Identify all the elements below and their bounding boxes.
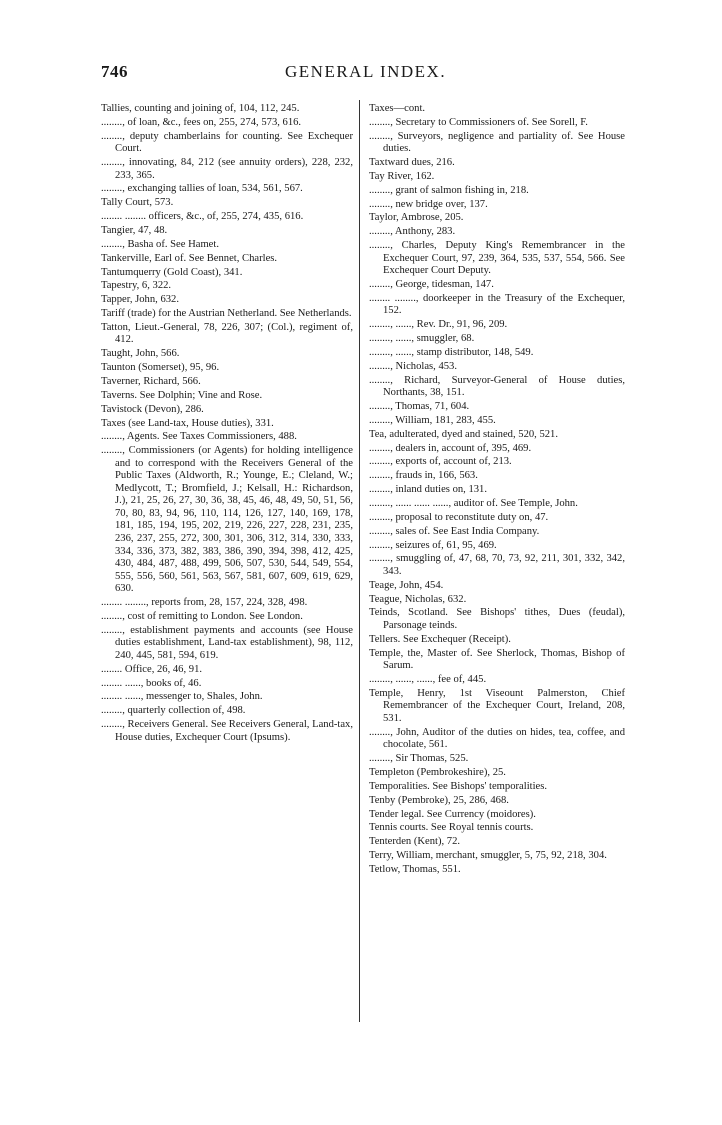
index-entry: Tavistock (Devon), 286. [101,403,204,415]
index-entry: ........, Basha of. See Hamet. [101,238,219,250]
index-entry: ........, sales of. See East India Company. [369,525,540,537]
index-entry: ........, establishment payments and accounts (see House duties establishment, Land-tax establishment), 98, 112, 240, 445, 581, 594, 619. [101,624,353,661]
index-entry: ........, George, tidesman, 147. [369,279,494,291]
index-entry: ........, ......, Rev. Dr., 91, 96, 209. [369,319,508,331]
index-entry: ........ ........, reports from, 28, 157, 224, 328, 498. [101,597,308,609]
index-entry: Taylor, Ambrose, 205. [369,212,464,224]
index-entry: Taxes—cont. [369,103,426,114]
index-entry: ........, quarterly collection of, 498. [101,705,246,717]
index-entry: ........, Sir Thomas, 525. [369,753,469,765]
index-entry: ........, ......, ......, fee of, 445. [369,674,487,686]
index-entry: ........, Secretary to Commissioners of. See Sorell, F. [369,116,588,128]
index-entry: ........, Commissioners (or Agents) for holding intelligence and to correspond with the Receivers General of the Public Taxes (Aldworth, R.; Younge, E.; Cleland, W.; Medlycott, T.; Bromfield, J.; Kelsall, H.: Richardson, J.), 21, 25, 26, 27, 30, 36, 38, 45, 46, 48, 49, 50, 51, 56, 70, 80, 83, 94, 96, 110, 114, 126, 127, 140, 169, 178, 181, 185, 194, 195, 202, 219, 226, 227, 228, 231, 235, 236, 237, 255, 272, 300, 301, 306, 312, 314, 330, 333, 334, 336, 373, 382, 383, 386, 390, 394, 398, 412, 425, 430, 484, 487, 488, 499, 506, 507, 530, 544, 549, 554, 555, 556, 560, 561, 563, 567, 581, 607, 609, 619, 629, 630. [101,445,353,595]
index-entry: ........, smuggling of, 47, 68, 70, 73, 92, 211, 301, 332, 342, 343. [369,553,625,577]
index-entry: Tennis courts. See Royal tennis courts. [369,822,534,834]
index-entry: ........, new bridge over, 137. [369,198,488,210]
index-entry: ........, proposal to reconstitute duty on, 47. [369,511,549,523]
index-entry: Taxtward dues, 216. [369,157,455,169]
index-entry: Tetlow, Thomas, 551. [369,863,461,875]
index-entry: ........, ...... ...... ......, auditor of. See Temple, John. [369,497,578,509]
index-entry: ........ ........ officers, &c., of, 255, 274, 435, 616. [101,211,304,223]
index-entry: ........, exports of, account of, 213. [369,456,512,468]
index-entry: ........, Nicholas, 453. [369,360,457,372]
index-entry: ........, ......, stamp distributor, 148, 549. [369,347,534,358]
index-entry: ........ ......, messenger to, Shales, John. [101,691,263,703]
page-number: 746 [101,62,128,81]
index-entry: Tallies, counting and joining of, 104, 112, 245. [101,103,300,114]
index-entry: Teage, John, 454. [369,579,444,591]
index-entry: ........, of loan, &c., fees on, 255, 274, 573, 616. [101,116,302,128]
index-entry: ........, ......, smuggler, 68. [369,333,475,345]
index-entry: ........, exchanging tallies of loan, 534, 561, 567. [101,183,303,195]
index-entry: Tea, adulterated, dyed and stained, 520, 521. [369,428,559,440]
index-column-left [101,103,353,745]
index-entry: Tay River, 162. [369,170,435,182]
index-entry: Terry, William, merchant, smuggler, 5, 75, 92, 218, 304. [369,850,607,862]
index-entry: ........, seizures of, 61, 95, 469. [369,539,497,551]
index-entry: Tenterden (Kent), 72. [369,836,461,848]
index-entry: ........, Surveyors, negligence and partiality of. See House duties. [369,130,625,155]
index-entry: Tapper, John, 632. [101,294,179,306]
index-entry: ........, William, 181, 283, 455. [369,414,496,426]
index-entry: ........ ........, doorkeeper in the Treasury of the Exchequer, 152. [369,292,625,317]
index-entry: Tapestry, 6, 322. [101,280,172,292]
index-entry: ........, inland duties on, 131. [369,484,487,496]
index-entry: Tellers. See Exchequer (Receipt). [369,633,511,645]
index-entry: ........, grant of salmon fishing in, 218. [369,184,529,196]
index-entry: Taxes (see Land-tax, House duties), 331. [101,417,274,429]
index-entry: Templeton (Pembrokeshire), 25. [369,767,506,779]
index-entry: ........, Anthony, 283. [369,226,456,238]
index-entry: ........ ......, books of, 46. [101,677,202,689]
index-entry: ........, Charles, Deputy King's Remembrancer in the Exchequer Court, 97, 239, 364, 535, 537, 554, 566. See Exchequer Court Deputy. [369,240,625,277]
index-entry: Tankerville, Earl of. See Bennet, Charles. [101,252,278,264]
index-entry: ........, Thomas, 71, 604. [369,401,470,413]
index-entry: ........, frauds in, 166, 563. [369,470,478,482]
running-head-title: GENERAL INDEX. [285,62,447,81]
index-entry: Temple, Henry, 1st Viseount Palmerston, Chief Remembrancer of the Exchequer Court, Ireland, 208, 531. [369,687,625,724]
index-entry: Teague, Nicholas, 632. [369,593,467,605]
index-entry: ........, deputy chamberlains for counting. See Exchequer Court. [101,130,353,155]
index-entry: Tally Court, 573. [101,197,174,209]
index-entry: Taverns. See Dolphin; Vine and Rose. [101,389,263,401]
index-entry: ........, cost of remitting to London. See London. [101,610,303,622]
index-entry: Teinds, Scotland. See Bishops' tithes, Dues (feudal), Parsonage teinds. [369,607,625,631]
index-column-right [369,103,625,878]
index-entry: Taverner, Richard, 566. [101,375,201,387]
index-entry: Tariff (trade) for the Austrian Netherland. See Netherlands. [101,308,352,320]
column-divider [359,100,360,1022]
index-entry: ........ Office, 26, 46, 91. [101,663,203,675]
index-entry: ........, innovating, 84, 212 (see annuity orders), 228, 232, 233, 365. [101,157,353,181]
index-entry: ........, Receivers General. See Receivers General, Land-tax, House duties, Exchequer Court (Ipsums). [101,719,353,743]
index-entry: ........, dealers in, account of, 395, 469. [369,442,532,454]
index-entry: Taunton (Somerset), 95, 96. [101,362,220,374]
index-entry: Tatton, Lieut.-General, 78, 226, 307; (Col.), regiment of, 412. [101,321,353,346]
index-entry: Temporalities. See Bishops' temporalities. [369,780,547,792]
index-entry: Tender legal. See Currency (moidores). [369,808,536,820]
index-entry: ........, Richard, Surveyor-General of House duties, Northants, 38, 151. [369,374,625,399]
index-entry: ........, John, Auditor of the duties on hides, tea, coffee, and chocolate, 561. [369,726,625,751]
index-entry: Tantumquerry (Gold Coast), 341. [101,266,243,278]
index-entry: Temple, the, Master of. See Sherlock, Thomas, Bishop of Sarum. [369,647,625,672]
index-entry: Tenby (Pembroke), 25, 286, 468. [369,794,509,806]
index-entry: Tangier, 47, 48. [101,225,168,236]
index-entry: Taught, John, 566. [101,348,180,360]
index-entry: ........, Agents. See Taxes Commissioners, 488. [101,431,297,443]
